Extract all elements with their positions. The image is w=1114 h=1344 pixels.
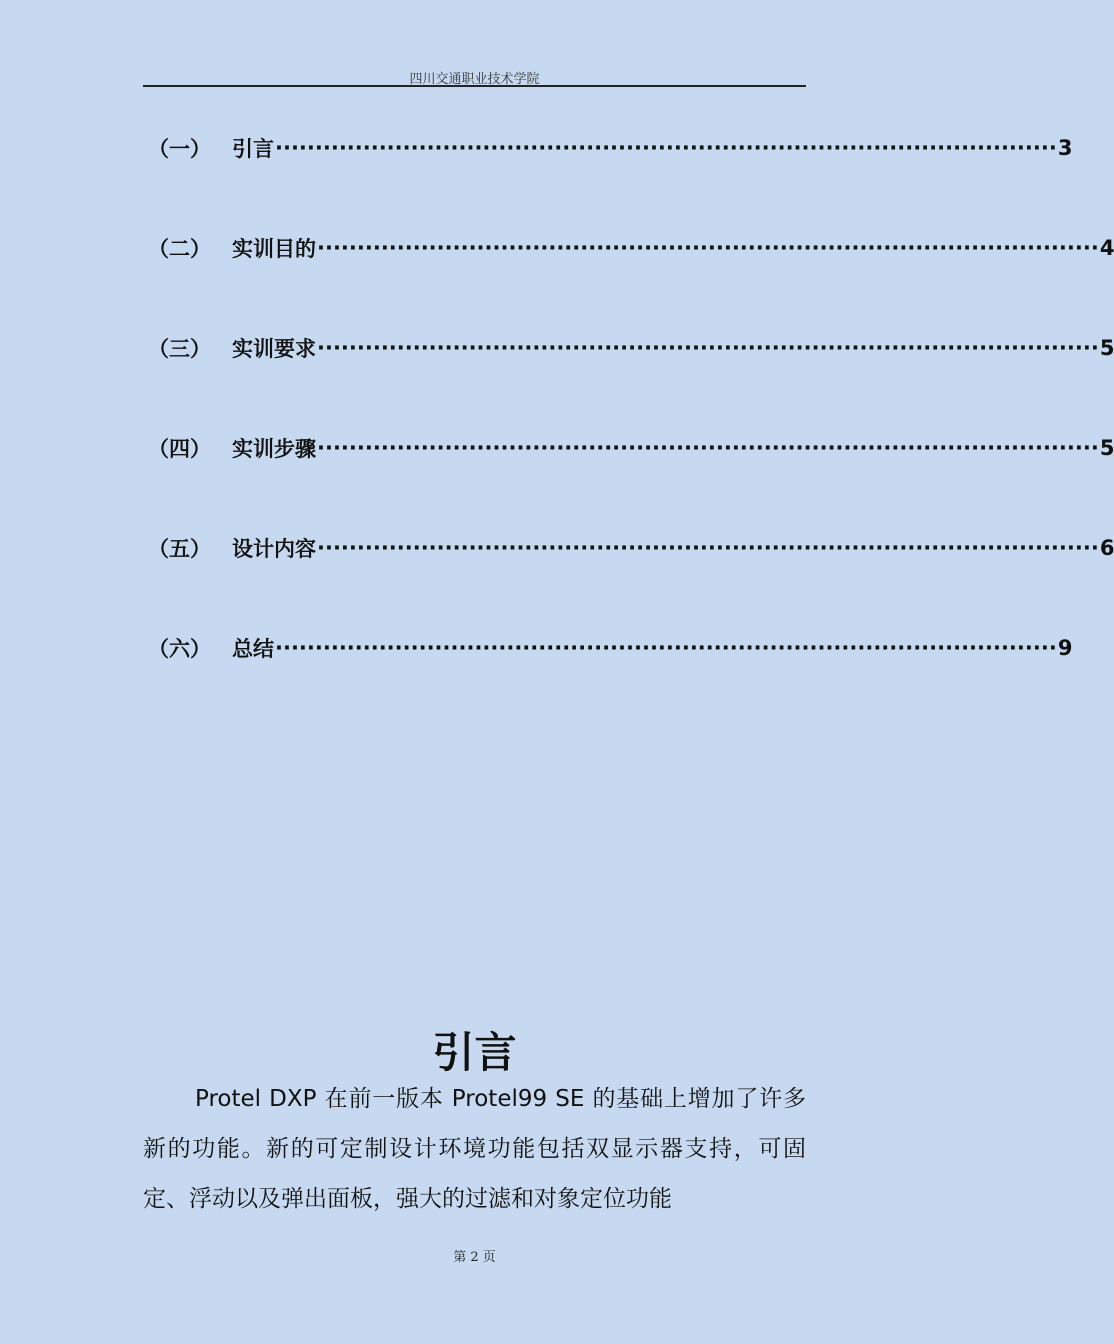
page-number: 第 2 页 [453, 1250, 496, 1265]
toc-dot-leader: ·································································································· [317, 236, 1099, 260]
header-rule [143, 85, 806, 87]
section-heading: 引言 [432, 1028, 517, 1077]
toc-entry-page: 5 [1099, 436, 1114, 460]
toc-entry-number: （六） [148, 637, 211, 661]
toc-entry-page: 4 [1099, 236, 1114, 260]
toc-entry[interactable] [148, 130, 1073, 166]
toc-entry[interactable] [148, 630, 1073, 666]
toc-entry-title: 总结 [232, 637, 274, 661]
page-header: 四川交通职业技术学院 [409, 72, 540, 87]
toc-entry[interactable] [148, 330, 1114, 366]
toc-entry-number: （一） [148, 137, 211, 161]
toc-entry-number: （三） [148, 337, 211, 361]
toc-entry-title: 实训要求 [232, 337, 316, 361]
toc-entry-number: （五） [148, 537, 211, 561]
toc-entry-title: 实训步骤 [232, 437, 316, 461]
toc-entry-page: 9 [1057, 636, 1073, 660]
toc-entry-page: 6 [1099, 536, 1114, 560]
body-paragraph: Protel DXP 在前一版本 Protel99 SE 的基础上增加了许多新的功能。新的可定制设计环境功能包括双显示器支持，可固定、浮动以及弹出面板，强大的过滤和对象定位功能 [143, 1086, 806, 1212]
toc-entry-title: 实训目的 [232, 237, 316, 261]
toc-dot-leader: ·································································································· [275, 136, 1057, 160]
toc-entry-page: 5 [1099, 336, 1114, 360]
toc-entry-number: （四） [148, 437, 211, 461]
toc-dot-leader: ·································································································· [275, 636, 1057, 660]
toc-entry-page: 3 [1057, 136, 1073, 160]
toc-entry-title: 设计内容 [232, 537, 316, 561]
toc-entry-title: 引言 [232, 137, 274, 161]
toc-entry[interactable] [148, 230, 1114, 266]
toc-dot-leader: ·································································································· [317, 536, 1099, 560]
toc-entry[interactable] [148, 530, 1114, 566]
toc-dot-leader: ·································································································· [317, 436, 1099, 460]
toc-dot-leader: ·································································································· [317, 336, 1099, 360]
toc-entry-number: （二） [148, 237, 211, 261]
toc-entry[interactable] [148, 430, 1114, 466]
